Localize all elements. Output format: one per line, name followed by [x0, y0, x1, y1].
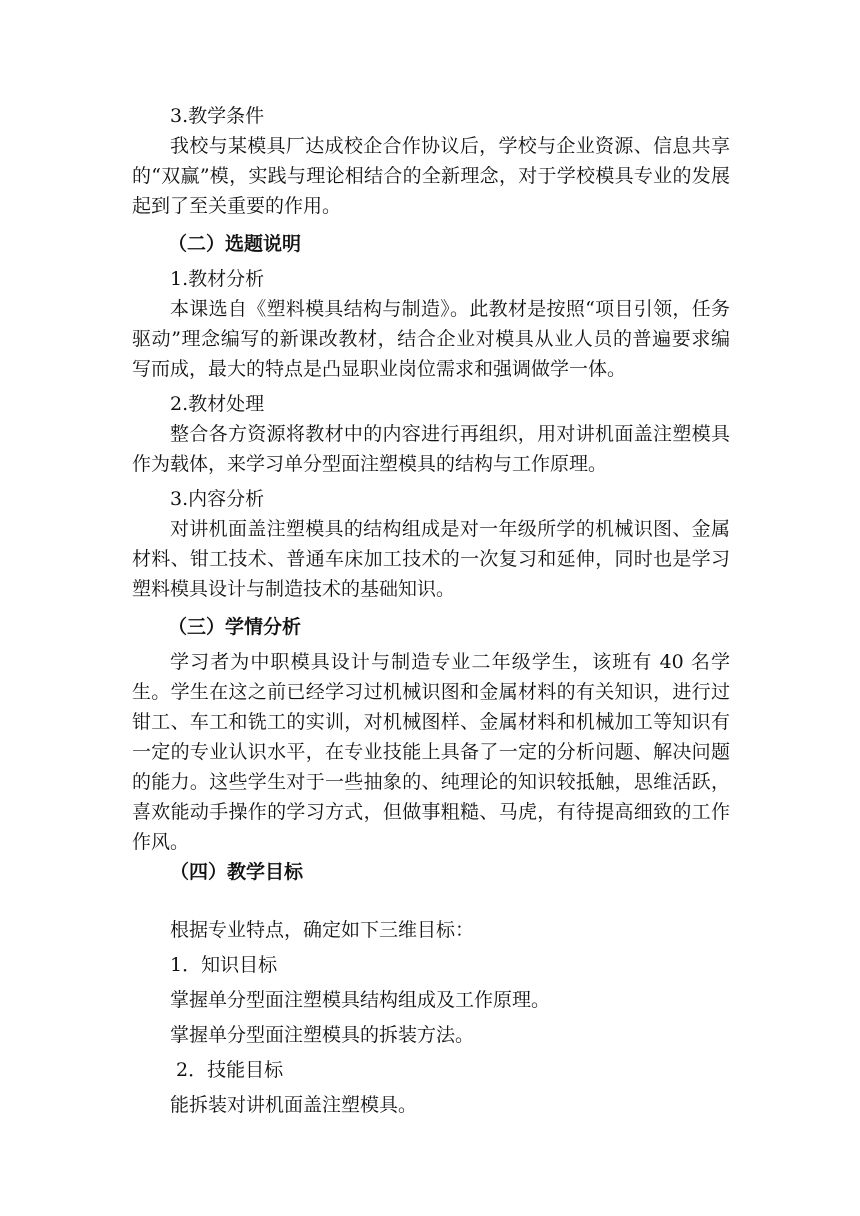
- document-page: [132, 101, 730, 1120]
- paragraph: 对讲机面盖注塑模具的结构组成是对一年级所学的机械识图、金属材料、钳工技术、普通车床加工技术的一次复习和延伸，同时也是学习塑料模具设计与制造技术的基础知识。: [132, 518, 730, 600]
- goal-intro: 根据专业特点，确定如下三维目标：: [170, 919, 475, 941]
- subsection-title: 3.内容分析: [170, 488, 265, 510]
- paragraph: 整合各方资源将教材中的内容进行再组织，用对讲机面盖注塑模具作为载体，来学习单分型面注塑模具的结构与工作原理。: [132, 423, 730, 475]
- goal-title: 1．知识目标: [170, 954, 278, 976]
- goal-item: 掌握单分型面注塑模具的拆装方法。: [170, 1024, 475, 1046]
- goal-item: 掌握单分型面注塑模具结构组成及工作原理。: [170, 989, 551, 1011]
- section-heading: （三）学情分析: [168, 616, 302, 638]
- section-heading: （二）选题说明: [168, 233, 302, 255]
- goal-title: 2．技能目标: [176, 1059, 284, 1081]
- subsection-title: 2.教材处理: [170, 393, 265, 415]
- paragraph: 我校与某模具厂达成校企合作协议后，学校与企业资源、信息共享的“双赢”模，实践与理论相结合的全新理念，对于学校模具专业的发展起到了至关重要的作用。: [132, 135, 730, 217]
- subsection-title: 1.教材分析: [170, 268, 265, 290]
- section-heading: （四）教学目标: [170, 861, 304, 883]
- paragraph: 学习者为中职模具设计与制造专业二年级学生，该班有 40 名学生。学生在这之前已经学习过机械识图和金属材料的有关知识，进行过钳工、车工和铣工的实训，对机械图样、金属材料和机械加工等知识有一定的专业认识水平，在专业技能上具备了一定的分析问题、解决问题的能力。这些学生对于一些抽象的、纯理论的知识较抵触，思维活跃，喜欢能动手操作的学习方式，但做事粗糙、马虎，有待提高细致的工作作风。: [132, 651, 730, 853]
- paragraph: 本课选自《塑料模具结构与制造》。此教材是按照“项目引领，任务驱动”理念编写的新课改教材，结合企业对模具从业人员的普遍要求编写而成，最大的特点是凸显职业岗位需求和强调做学一体。: [132, 298, 730, 380]
- subsection-title: 3.教学条件: [170, 105, 265, 127]
- goal-item: 能拆装对讲机面盖注塑模具。: [170, 1094, 418, 1116]
